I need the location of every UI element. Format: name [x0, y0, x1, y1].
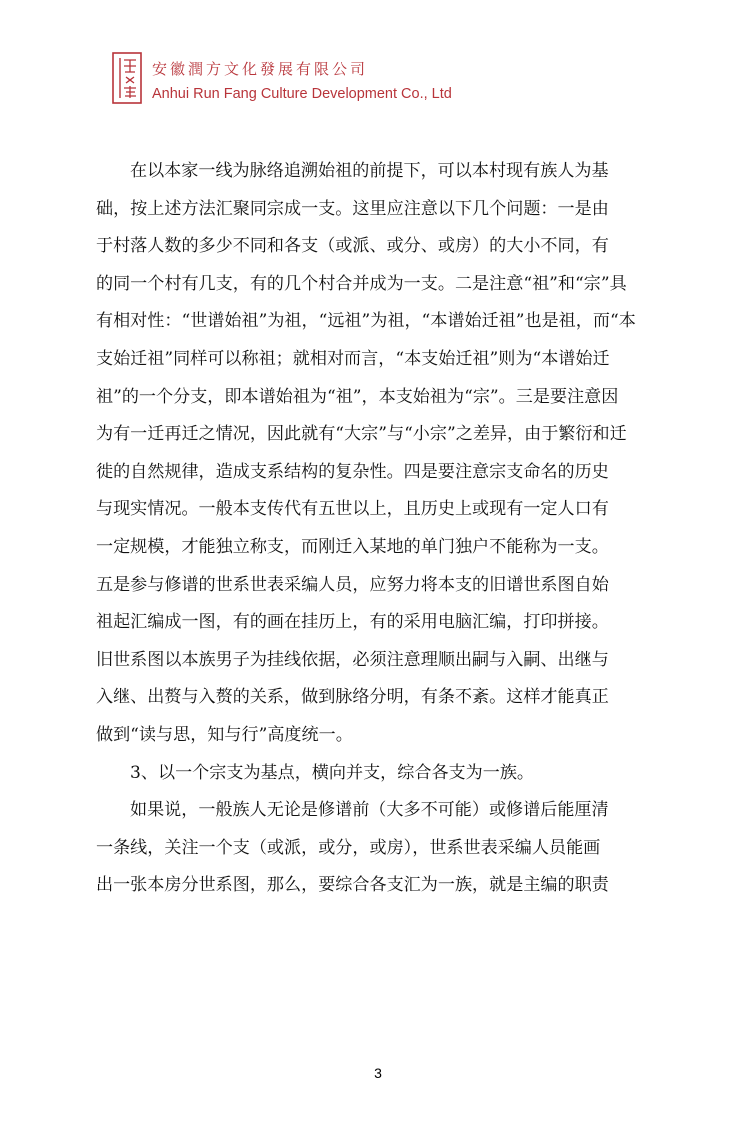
text-line: 祖起汇编成一图，有的画在挂历上，有的采用电脑汇编，打印拼接。: [96, 612, 609, 633]
company-name-chinese: 安徽潤方文化發展有限公司: [152, 60, 369, 78]
text-line: 于村落人数的多少不同和各支（或派、或分、或房）的大小不同，有: [96, 236, 609, 257]
text-line: 为有一迁再迁之情况，因此就有“大宗”与“小宗”之差异，由于繁衍和迁: [96, 424, 627, 445]
text-line: 的同一个村有几支，有的几个村合并成为一支。二是注意“祖”和“宗”具: [96, 273, 627, 294]
text-line: 旧世系图以本族男子为挂线依据，必须注意理顺出嗣与入嗣、出继与: [96, 649, 609, 670]
company-seal-logo: [112, 52, 142, 104]
company-name-english: Anhui Run Fang Culture Development Co., Ltd: [152, 86, 452, 102]
text-line: 祖”的一个分支，即本谱始祖为“祖”，本支始祖为“宗”。三是要注意因: [96, 386, 619, 407]
text-line: 做到“读与思，知与行”高度统一。: [96, 724, 353, 745]
text-line: 入继、出赘与入赘的关系，做到脉络分明，有条不紊。这样才能真正: [96, 687, 609, 708]
text-line: 础，按上述方法汇聚同宗成一支。这里应注意以下几个问题：一是由: [96, 198, 609, 219]
text-line: 与现实情况。一般本支传代有五世以上，且历史上或现有一定人口有: [96, 499, 609, 520]
section-heading: 3、以一个宗支为基点，横向并支，综合各支为一族。: [130, 762, 535, 783]
letterhead: [112, 50, 612, 110]
text-line: 有相对性：“世谱始祖”为祖，“远祖”为祖，“本谱始迁祖”也是祖，而“本: [96, 311, 636, 332]
text-line: 支始迁祖”同样可以称祖；就相对而言，“本支始迁祖”则为“本谱始迁: [96, 348, 610, 369]
page-number: 3: [374, 1065, 382, 1081]
document-body: [96, 153, 662, 905]
text-line: 五是参与修谱的世系世表采编人员，应努力将本支的旧谱世系图自始: [96, 574, 609, 595]
text-line: 在以本家一线为脉络追溯始祖的前提下，可以本村现有族人为基: [130, 161, 609, 181]
text-line: 一定规模，才能独立称支，而刚迁入某地的单门独户不能称为一支。: [96, 536, 609, 557]
text-line: 出一张本房分世系图，那么，要综合各支汇为一族，就是主编的职责: [96, 875, 609, 896]
text-line: 一条线，关注一个支（或派，或分，或房），世系世表采编人员能画: [96, 837, 601, 858]
text-line: 如果说，一般族人无论是修谱前（大多不可能）或修谱后能厘清: [130, 800, 609, 821]
text-line: 徙的自然规律，造成支系结构的复杂性。四是要注意宗支命名的历史: [96, 461, 609, 482]
